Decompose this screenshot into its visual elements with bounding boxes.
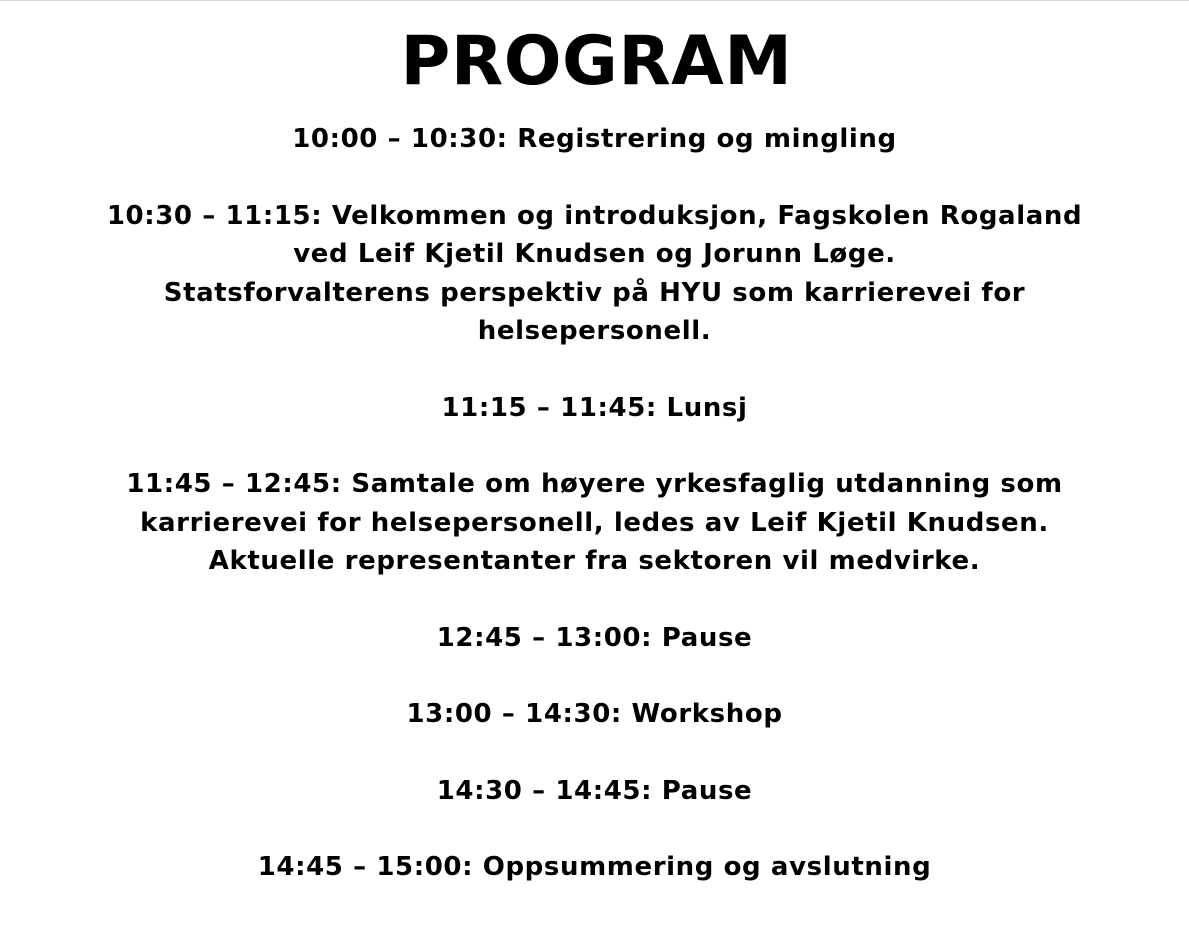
program-line: karrierevei for helsepersonell, ledes av Leif Kjetil Knudsen. bbox=[140, 507, 1049, 538]
program-item-registration bbox=[0, 120, 1189, 159]
program-line: helsepersonell. bbox=[477, 316, 712, 346]
page-title: PROGRAM bbox=[400, 22, 793, 101]
program-line: ved Leif Kjetil Knudsen og Jorunn Løge. bbox=[293, 239, 896, 269]
program-line: 13:00 – 14:30: Workshop bbox=[406, 699, 783, 729]
program-item-pause-2 bbox=[0, 772, 1189, 811]
program-line: 10:30 – 11:15: Velkommen og introduksjon, Fagskolen Rogaland bbox=[106, 200, 1083, 231]
program-item-lunch bbox=[0, 389, 1189, 428]
program-item-summary bbox=[0, 848, 1189, 887]
program-line: 11:45 – 12:45: Samtale om høyere yrkesfaglig utdanning som bbox=[126, 469, 1063, 499]
program-line: 11:15 – 11:45: Lunsj bbox=[441, 392, 748, 423]
program-line: 12:45 – 13:00: Pause bbox=[436, 622, 753, 653]
program-item-welcome bbox=[0, 197, 1189, 351]
program-item-workshop bbox=[0, 695, 1189, 734]
program-line: 10:00 – 10:30: Registrering og mingling bbox=[292, 124, 897, 154]
program-item-conversation bbox=[0, 465, 1189, 581]
program-line: 14:45 – 15:00: Oppsummering og avslutning bbox=[257, 852, 932, 882]
program-line: 14:30 – 14:45: Pause bbox=[436, 775, 753, 806]
program-item-pause-1 bbox=[0, 619, 1189, 658]
program-line: Statsforvalterens perspektiv på HYU som karrierevei for bbox=[163, 277, 1026, 308]
program-list bbox=[0, 120, 1189, 887]
program-line: Aktuelle representanter fra sektoren vil medvirke. bbox=[208, 546, 981, 576]
